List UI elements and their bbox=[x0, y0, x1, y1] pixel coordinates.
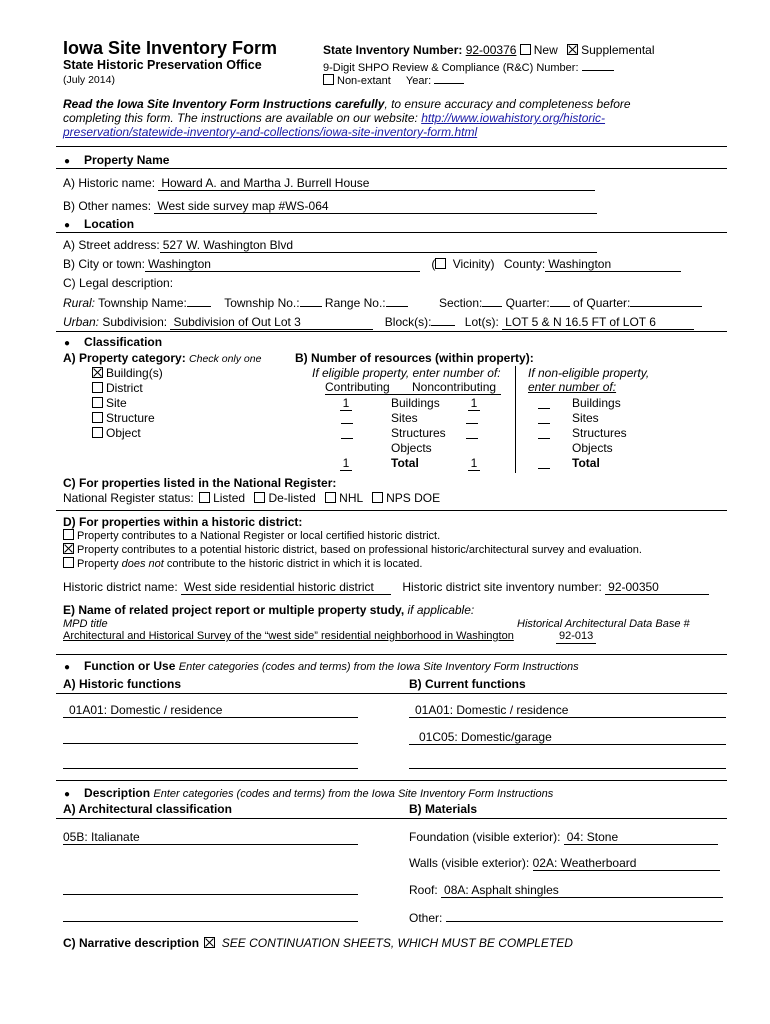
blocks-label: Block(s): bbox=[384, 315, 432, 329]
mpd-title-field[interactable]: Architectural and Historical Survey of the “west side” residential neighborhood in Washington bbox=[63, 630, 514, 642]
total-noncontrib-field[interactable]: 1 bbox=[468, 456, 481, 471]
inventory-number-value[interactable]: 92-00376 bbox=[465, 43, 517, 57]
other-names-label: B) Other names: bbox=[63, 199, 152, 213]
nr-option-label: NHL bbox=[339, 491, 363, 505]
ne-row-buildings: Buildings bbox=[572, 396, 621, 410]
current-function-field-2[interactable]: 01C05: Domestic/garage bbox=[409, 730, 726, 745]
nr-status-row bbox=[63, 491, 440, 505]
narrative-row bbox=[63, 936, 573, 950]
nr-status-label: National Register status: bbox=[63, 491, 194, 505]
hadb-label: Historical Architectural Data Base # bbox=[517, 618, 690, 630]
non-eligible-note: If non-eligible property, bbox=[528, 366, 650, 380]
district-option-label: Property contributes to a potential historic district, based on professional historic/architectural survey and evaluation. bbox=[77, 544, 642, 556]
range-label: Range No.: bbox=[324, 296, 386, 310]
historic-functions-label: A) Historic functions bbox=[63, 677, 182, 691]
instructions-line1 bbox=[63, 97, 631, 111]
category-label: Building(s) bbox=[106, 366, 163, 380]
non-extant-row bbox=[323, 72, 464, 88]
quarter-label: Quarter: bbox=[505, 296, 550, 310]
form-title: Iowa Site Inventory Form bbox=[63, 38, 278, 58]
vicinity-checkbox[interactable] bbox=[435, 258, 446, 269]
blocks-field[interactable] bbox=[431, 313, 455, 326]
ne-row-structures: Structures bbox=[572, 426, 627, 440]
instructions-link-cont[interactable]: preservation/statewide-inventory-and-collections/iowa-site-inventory-form.html bbox=[63, 125, 478, 139]
street-row bbox=[63, 238, 597, 253]
object-checkbox[interactable] bbox=[92, 427, 103, 438]
city-field[interactable]: Washington bbox=[145, 257, 420, 272]
noncontributing-label: Noncontributing bbox=[412, 380, 497, 394]
current-functions-label: B) Current functions bbox=[409, 677, 526, 691]
project-heading-note: if applicable: bbox=[407, 603, 475, 617]
township-name-label: Township Name: bbox=[98, 296, 187, 310]
district-opt2-checkbox[interactable] bbox=[63, 543, 74, 554]
structures-noncontrib-field[interactable] bbox=[466, 426, 478, 442]
new-checkbox[interactable] bbox=[520, 44, 531, 55]
district-option-label: contribute to the historic district in which it is located. bbox=[163, 558, 423, 570]
function-heading-row: ● Function or Use Enter categories (codes and terms) from the Iowa Site Inventory Form Instructions bbox=[64, 659, 579, 673]
site-checkbox[interactable] bbox=[92, 397, 103, 408]
form-date: (July 2014) bbox=[63, 74, 115, 86]
category-structure[interactable] bbox=[92, 411, 155, 425]
roof-label: Roof: bbox=[409, 883, 438, 897]
hadb-value[interactable]: 92-013 bbox=[556, 630, 596, 644]
city-label: B) City or town: bbox=[63, 257, 146, 271]
supplemental-checkbox[interactable] bbox=[567, 44, 578, 55]
shpo-field[interactable] bbox=[582, 59, 614, 71]
instructions-lead: Read the Iowa Site Inventory Form Instructions carefully bbox=[63, 97, 385, 111]
category-site[interactable] bbox=[92, 396, 127, 410]
contributing-label: Contributing bbox=[325, 380, 390, 394]
resources-divider bbox=[515, 366, 516, 473]
rural-row bbox=[63, 294, 702, 310]
inventory-number-label: State Inventory Number: bbox=[323, 43, 463, 57]
total-contrib-field[interactable]: 1 bbox=[340, 456, 353, 471]
nr-nhl-checkbox[interactable] bbox=[325, 492, 336, 503]
district-opt1-checkbox[interactable] bbox=[63, 529, 74, 540]
nr-option-label: De-listed bbox=[268, 491, 316, 505]
street-label: A) Street address: bbox=[63, 238, 160, 252]
non-extant-label: Non-extant bbox=[337, 75, 391, 87]
function-heading: Function or Use bbox=[84, 659, 176, 673]
sites-noncontrib-field[interactable] bbox=[466, 411, 478, 427]
eligible-header-rule bbox=[325, 394, 501, 395]
instructions-link[interactable]: http://www.iowahistory.org/historic- bbox=[421, 111, 606, 125]
other-names-row bbox=[63, 199, 597, 214]
divider bbox=[56, 168, 727, 169]
hadb-field[interactable] bbox=[556, 630, 596, 644]
category-building[interactable] bbox=[92, 366, 163, 380]
buildings-noncontrib-field[interactable]: 1 bbox=[468, 396, 481, 411]
divider bbox=[56, 818, 727, 819]
quarter-field[interactable] bbox=[550, 294, 570, 307]
district-num-field[interactable]: 92-00350 bbox=[605, 580, 709, 595]
arch-field-1[interactable]: 05B: Italianate bbox=[63, 830, 358, 845]
row-total: Total bbox=[391, 456, 419, 470]
property-name-heading: ● Property Name bbox=[64, 153, 170, 167]
property-category-row bbox=[63, 351, 261, 366]
resources-heading: B) Number of resources (within property): bbox=[295, 351, 534, 365]
description-note: Enter categories (codes and terms) from the Iowa Site Inventory Form Instructions bbox=[153, 788, 554, 800]
district-opt3-checkbox[interactable] bbox=[63, 557, 74, 568]
structure-checkbox[interactable] bbox=[92, 412, 103, 423]
project-heading-row bbox=[63, 603, 474, 617]
street-field[interactable]: 527 W. Washington Blvd bbox=[160, 238, 597, 253]
foundation-field[interactable]: 04: Stone bbox=[564, 830, 718, 845]
county-label: County: bbox=[503, 257, 546, 271]
roof-field[interactable]: 08A: Asphalt shingles bbox=[441, 883, 723, 898]
county-field[interactable]: Washington bbox=[545, 257, 681, 272]
instructions-text2: completing this form. The instructions are available on our website: bbox=[63, 111, 418, 125]
row-sites: Sites bbox=[391, 411, 418, 425]
ne-row-total: Total bbox=[572, 456, 600, 470]
lots-field[interactable]: LOT 5 & N 16.5 FT of LOT 6 bbox=[502, 315, 694, 330]
ne-row-objects: Objects bbox=[572, 441, 613, 455]
district-name-field[interactable]: West side residential historic district bbox=[181, 580, 391, 595]
total-contrib[interactable] bbox=[336, 456, 356, 471]
arch-field-3[interactable] bbox=[63, 908, 358, 922]
ne-row-sites: Sites bbox=[572, 411, 599, 425]
arch-classification-label: A) Architectural classification bbox=[63, 802, 232, 816]
nr-npsdoe-checkbox[interactable] bbox=[372, 492, 383, 503]
supplemental-label: Supplemental bbox=[581, 43, 655, 57]
arch-field-2[interactable] bbox=[63, 881, 358, 895]
district-checkbox[interactable] bbox=[92, 382, 103, 393]
year-label: Year: bbox=[405, 75, 432, 87]
buildings-noncontrib[interactable] bbox=[462, 396, 486, 411]
lots-label: Lot(s): bbox=[464, 315, 499, 329]
district-option-2[interactable] bbox=[63, 543, 642, 557]
ne-total-field[interactable] bbox=[538, 456, 550, 472]
eligible-note: If eligible property, enter number of: bbox=[312, 366, 501, 380]
other-names-field[interactable]: West side survey map #WS-064 bbox=[154, 199, 597, 214]
shpo-label: 9-Digit SHPO Review & Compliance (R&C) Number: bbox=[323, 62, 579, 74]
row-objects: Objects bbox=[391, 441, 432, 455]
nr-listed-checkbox[interactable] bbox=[199, 492, 210, 503]
historic-function-field-3[interactable] bbox=[63, 755, 358, 769]
category-label: District bbox=[106, 381, 143, 395]
district-option-label: Property contributes to a National Register or local certified historic district. bbox=[77, 530, 441, 542]
category-label: Object bbox=[106, 426, 141, 440]
narrative-value: SEE CONTINUATION SHEETS, WHICH MUST BE COMPLETED bbox=[221, 936, 573, 950]
category-label: Site bbox=[106, 396, 127, 410]
other-label: Other: bbox=[409, 911, 443, 925]
buildings-contrib[interactable] bbox=[336, 396, 356, 411]
nr-option-label: NPS DOE bbox=[386, 491, 441, 505]
district-option-3[interactable] bbox=[63, 557, 422, 571]
buildings-contrib-field[interactable]: 1 bbox=[340, 396, 353, 411]
materials-label: B) Materials bbox=[409, 802, 478, 816]
row-buildings: Buildings bbox=[391, 396, 440, 410]
divider bbox=[56, 232, 727, 233]
function-note: Enter categories (codes and terms) from the Iowa Site Inventory Form Instructions bbox=[178, 661, 579, 673]
project-heading: E) Name of related project report or multiple property study, bbox=[63, 603, 405, 617]
urban-label: Urban: bbox=[63, 315, 100, 329]
year-field[interactable] bbox=[434, 72, 464, 84]
category-district[interactable] bbox=[92, 381, 143, 395]
foundation-row bbox=[409, 830, 718, 845]
mpd-title-label: MPD title bbox=[63, 618, 108, 630]
current-function-field-3[interactable] bbox=[409, 755, 726, 769]
inventory-number-row bbox=[323, 43, 655, 57]
ne-structures-field[interactable] bbox=[538, 426, 550, 442]
roof-row bbox=[409, 883, 723, 898]
section-label: Section: bbox=[438, 296, 483, 310]
historic-name-field[interactable]: Howard A. and Martha J. Burrell House bbox=[158, 176, 595, 191]
ne-buildings-field[interactable] bbox=[538, 396, 550, 412]
current-function-field-1[interactable]: 01A01: Domestic / residence bbox=[409, 703, 726, 718]
divider bbox=[56, 693, 727, 694]
property-category-label: A) Property category: bbox=[63, 351, 186, 365]
ne-sites-field[interactable] bbox=[538, 411, 550, 427]
nr-option-label: Listed bbox=[213, 491, 246, 505]
building-checkbox[interactable] bbox=[92, 367, 103, 378]
historic-function-field-2[interactable] bbox=[63, 730, 358, 744]
divider bbox=[56, 146, 727, 147]
vicinity-label: Vicinity) bbox=[452, 257, 495, 271]
divider bbox=[56, 331, 727, 332]
district-option-label: Property bbox=[77, 558, 122, 570]
subdivision-field[interactable]: Subdivision of Out Lot 3 bbox=[170, 315, 373, 330]
instructions-text: , to ensure accuracy and completeness before bbox=[384, 97, 631, 111]
urban-row bbox=[63, 313, 694, 330]
total-noncontrib[interactable] bbox=[462, 456, 486, 471]
divider bbox=[56, 780, 727, 781]
new-label: New bbox=[533, 43, 558, 57]
divider bbox=[56, 510, 727, 511]
nr-heading: C) For properties listed in the National Register: bbox=[63, 476, 337, 490]
district-num-label: Historic district site inventory number: bbox=[402, 580, 602, 594]
section-field[interactable] bbox=[482, 294, 502, 307]
township-no-label: Township No.: bbox=[224, 296, 300, 310]
subdivision-label: Subdivision: bbox=[102, 315, 168, 329]
of-quarter-field[interactable] bbox=[630, 294, 702, 307]
historic-name-row bbox=[63, 176, 595, 191]
description-heading-row: ● Description Enter categories (codes and terms) from the Iowa Site Inventory Form Instructions bbox=[64, 786, 554, 800]
district-heading: D) For properties within a historic district: bbox=[63, 515, 303, 529]
walls-row bbox=[409, 856, 720, 871]
historic-name-label: A) Historic name: bbox=[63, 176, 156, 190]
township-no-field[interactable] bbox=[300, 294, 322, 307]
sites-contrib-field[interactable] bbox=[341, 411, 353, 427]
district-option-1[interactable] bbox=[63, 529, 440, 543]
city-row: B) City or town: Washington ( Vicinity) County: Washington bbox=[63, 257, 681, 272]
narrative-label: C) Narrative description bbox=[63, 936, 200, 950]
office-name: State Historic Preservation Office bbox=[63, 58, 262, 72]
description-heading: Description bbox=[84, 786, 151, 800]
instructions-line2 bbox=[63, 111, 605, 125]
row-structures: Structures bbox=[391, 426, 446, 440]
foundation-label: Foundation (visible exterior): bbox=[409, 830, 561, 844]
township-name-field[interactable] bbox=[187, 294, 211, 307]
district-name-label: Historic district name: bbox=[63, 580, 178, 594]
walls-label: Walls (visible exterior): bbox=[409, 856, 530, 870]
rural-label: Rural: bbox=[63, 296, 96, 310]
location-heading: ● Location bbox=[64, 217, 135, 231]
of-quarter-label: of Quarter: bbox=[573, 296, 631, 310]
district-name-row bbox=[63, 580, 709, 595]
category-label: Structure bbox=[106, 411, 155, 425]
non-eligible-note-2: enter number of: bbox=[528, 380, 617, 394]
property-category-note: Check only one bbox=[189, 353, 262, 365]
other-field[interactable] bbox=[446, 909, 723, 922]
narrative-checkbox[interactable] bbox=[204, 937, 215, 948]
walls-field[interactable]: 02A: Weatherboard bbox=[533, 856, 720, 871]
historic-function-field-1[interactable]: 01A01: Domestic / residence bbox=[63, 703, 358, 718]
other-row bbox=[409, 909, 723, 925]
nr-delisted-checkbox[interactable] bbox=[254, 492, 265, 503]
legal-label: C) Legal description: bbox=[63, 276, 174, 290]
divider bbox=[56, 654, 727, 655]
category-object[interactable] bbox=[92, 426, 141, 440]
classification-heading: ● Classification bbox=[64, 335, 163, 349]
district-option-emphasis: does not bbox=[121, 558, 164, 570]
non-extant-checkbox[interactable] bbox=[323, 74, 334, 85]
structures-contrib-field[interactable] bbox=[341, 426, 353, 442]
range-field[interactable] bbox=[386, 294, 408, 307]
